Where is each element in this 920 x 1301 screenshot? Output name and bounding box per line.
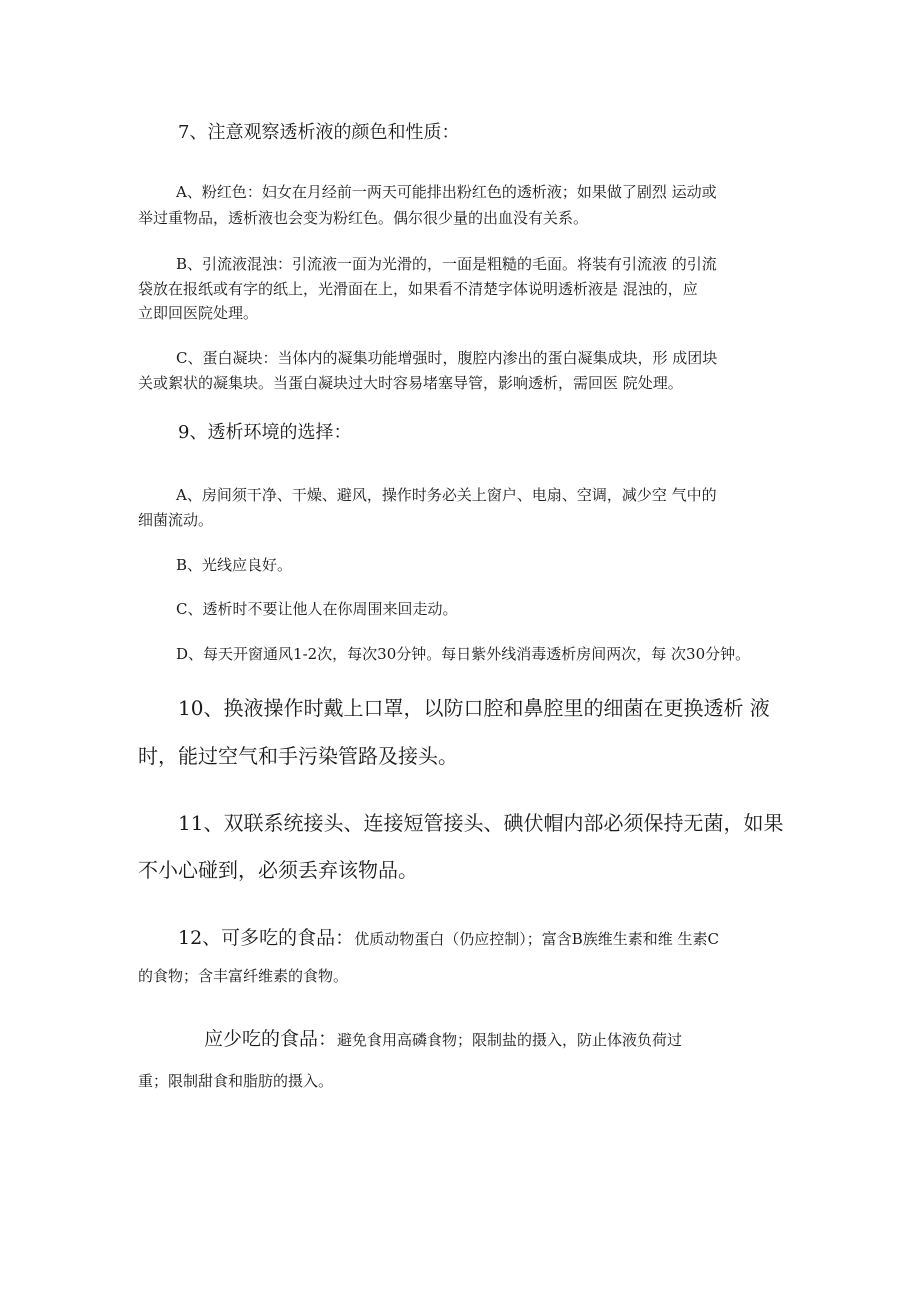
- section-9-item-a-line1: A、房间须干净、干燥、避风，操作时务必关上窗户、电扇、空调，减少空 气中的: [176, 486, 717, 504]
- section-10-line1: 10、换液操作时戴上口罩，以防口腔和鼻腔里的细菌在更换透析 液: [178, 696, 770, 720]
- section-11-line1: 11、双联系统接头、连接短管接头、碘伏帽内部必须保持无菌，如果: [178, 811, 784, 835]
- section-7-heading: 7、注意观察透析液的颜色和性质：: [178, 122, 460, 143]
- section-9-item-c: C、透析时不要让他人在你周围来回走动。: [176, 600, 458, 618]
- section-9-item-d: D、每天开窗通风1-2次，每次30分钟。每日紫外线消毒透析房间两次，每 次30分钟。: [176, 645, 751, 663]
- section-12-more-foods: 优质动物蛋白（仍应控制）；富含B族维生素和维 生素C: [354, 930, 719, 948]
- section-7-item-b-line3: 立即回医院处理。: [138, 304, 259, 322]
- section-9-heading: 9、透析环境的选择：: [178, 422, 352, 443]
- section-12-line1: [178, 929, 719, 948]
- section-7-item-c-line2: 关或絮状的凝集块。当蛋白凝块过大时容易堵塞导管，影响透析，需回医 院处理。: [138, 374, 683, 392]
- section-11-line2: 不小心碰到，必须丢弃该物品。: [138, 858, 418, 882]
- section-12-less-line2: 重；限制甜食和脂肪的摄入。: [138, 1072, 334, 1090]
- section-7-item-a-line2: 举过重物品，透析液也会变为粉红色。偶尔很少量的出血没有关系。: [138, 209, 589, 227]
- section-12-lead: 12、可多吃的食品：: [178, 927, 355, 949]
- section-12-less-lead: 应少吃的食品：: [204, 1028, 338, 1050]
- section-7-item-c-line1: C、蛋白凝块：当体内的凝集功能增强时，腹腔内渗出的蛋白凝集成块，形 成团块: [176, 349, 718, 367]
- section-7-item-b-line1: B、引流液混浊：引流液一面为光滑的，一面是粗糙的毛面。将装有引流液 的引流: [176, 255, 717, 273]
- section-7-item-b-line2: 袋放在报纸或有字的纸上，光滑面在上，如果看不清楚字体说明透析液是 混浊的，应: [138, 280, 698, 298]
- section-7-item-a-line1: A、粉红色：妇女在月经前一两天可能排出粉红色的透析液；如果做了剧烈 运动或: [176, 183, 717, 201]
- section-12-line2: 的食物；含丰富纤维素的食物。: [138, 967, 349, 985]
- section-9-item-a-line2: 细菌流动。: [138, 511, 214, 529]
- section-10-line2: 时，能过空气和手污染管路及接头。: [138, 744, 458, 768]
- section-12-less-foods: 避免食用高磷食物；限制盐的摄入，防止体液负荷过: [337, 1031, 683, 1049]
- section-9-item-b: B、光线应良好。: [176, 556, 293, 574]
- section-12-less-line1: [204, 1030, 682, 1049]
